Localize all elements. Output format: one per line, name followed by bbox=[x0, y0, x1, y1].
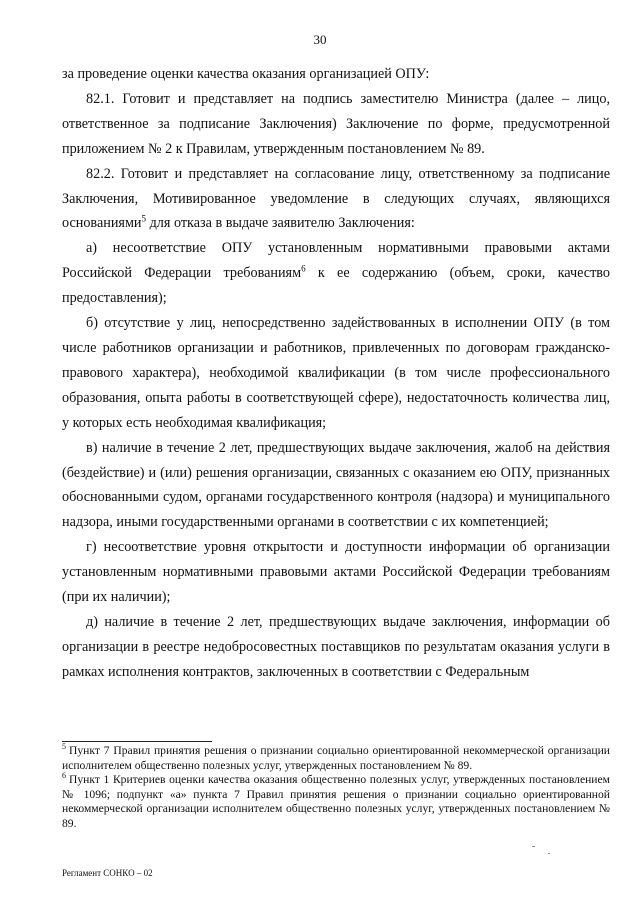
scan-speck bbox=[548, 853, 550, 854]
subparagraph-g: г) несоответствие уровня открытости и доступности информации об организации установленным нормативными правовыми актами Российской Федерации требованиям (при их наличии); bbox=[62, 539, 610, 606]
paragraph-continuation: за проведение оценки качества оказания организацией ОПУ: bbox=[62, 66, 430, 82]
page-number: 30 bbox=[313, 32, 327, 47]
footnote-5-text: Пункт 7 Правил принятия решения о признании социально ориентированной некоммерческой организации исполнителем общественно полезных услуг, утвержденных постановлением № 89. bbox=[62, 744, 610, 772]
subparagraph-d: д) наличие в течение 2 лет, предшествующих выдаче заключения, информации об организации в реестре недобросовестных поставщиков по результатам оказания услуги в рамках исполнения контрактов, заключенных в соответствии с Федеральным bbox=[62, 613, 610, 680]
paragraph-82-2 bbox=[62, 162, 610, 237]
paragraph-82-2-text: 82.2. Готовит и представляет на согласование лицу, ответственному за подписание Заключения, Мотивированное уведомление в следующих случаях, являющихся основаниями bbox=[62, 165, 610, 232]
page-footer: Регламент СОНКО – 02 bbox=[62, 868, 153, 878]
footnote-5-mark: 5 bbox=[62, 742, 66, 752]
subparagraph-b: б) отсутствие у лиц, непосредственно задействованных в исполнении ОПУ (в том числе работников организации и работников, привлеченных по договорам гражданско-правового характера), необходимой квалификации (в том числе профессионального образования, опыта работы в соответствующей сфере), недостаточность количества лиц, у которых есть необходимая квалификация; bbox=[62, 315, 610, 431]
subparagraph-a bbox=[62, 236, 610, 311]
scan-speck bbox=[532, 846, 535, 847]
footnote-separator bbox=[62, 741, 212, 742]
footnote-6-mark: 6 bbox=[62, 771, 66, 781]
footnotes bbox=[62, 744, 610, 831]
footnote-ref-5[interactable]: 5 bbox=[141, 213, 147, 224]
footnote-ref-6[interactable]: 6 bbox=[301, 263, 306, 274]
subparagraph-v: в) наличие в течение 2 лет, предшествующих выдаче заключения, жалоб на действия (бездействие) и (или) решения организации, связанных с оказанием ею ОПУ, признанных обоснованными судом, органами государственного контроля (надзора) и муниципального надзора, иными государственными органами в соответствии с их компетенцией; bbox=[62, 439, 610, 531]
main-text bbox=[62, 62, 610, 685]
subparagraph-a-tail: к ее содержанию (объем, сроки, качество предоставления); bbox=[62, 265, 610, 307]
subparagraph-a-text: а) несоответствие ОПУ установленным нормативными правовыми актами Российской Федерации требованиям bbox=[62, 240, 610, 282]
footnote-5 bbox=[62, 744, 610, 773]
footnote-6 bbox=[62, 773, 610, 831]
paragraph-82-1: 82.1. Готовит и представляет на подпись заместителю Министра (далее – лицо, ответственное за подписание Заключения) Заключение по форме, предусмотренной приложением № 2 к Правилам, утвержденным постановлением № 89. bbox=[62, 90, 610, 157]
paragraph-82-2-tail: для отказа в выдаче заявителю Заключения: bbox=[146, 215, 415, 232]
footnote-6-text: Пункт 1 Критериев оценки качества оказания общественно полезных услуг, утвержденных постановлением № 1096; подпункт «а» пункта 7 Правил принятия решения о признании социально ориентированной некоммерческой организации исполнителем общественно полезных услуг, утвержденных постановлением № 89. bbox=[62, 773, 610, 830]
